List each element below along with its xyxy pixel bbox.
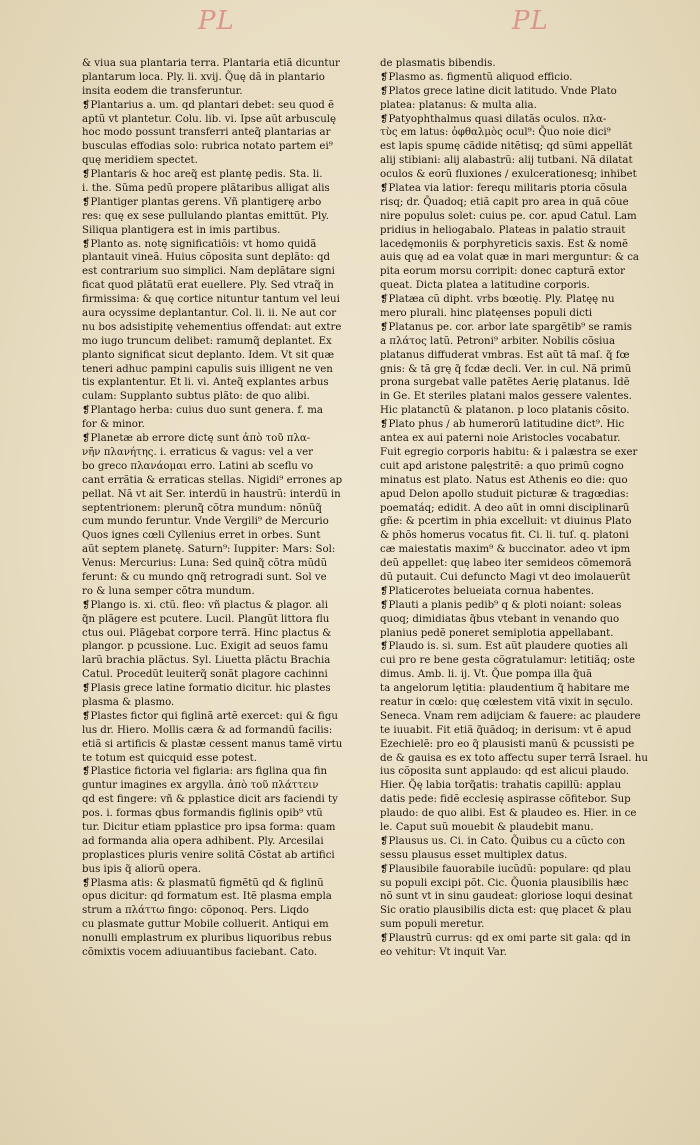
text-line: nu bos adsistipitę vehementius offendat: aut extre	[82, 321, 342, 333]
text-line: ferunt: & cu mundo qnq̃ retrogradi sunt. Sol ve	[82, 571, 327, 583]
text-line: in Ge. Et steriles platani malos gessere valentes.	[380, 391, 632, 403]
left-text-column	[82, 57, 370, 960]
text-line: ❡Plasma atis: & plasmatũ figmẽtũ qd & figlinũ	[82, 877, 324, 889]
text-line: τὺς em latus: ὀφθαλμὸς ocul⁹: Q̃uo noie dici⁹	[380, 127, 611, 139]
text-line: oculos & eorũ fluxiones / exulcerationesq; inhibet	[380, 169, 637, 181]
text-line: apud Delon apollo studuit picturæ & tragœdias:	[380, 488, 629, 500]
text-line: νῆν πλανήτης. i. erraticus & vagus: vel a ver	[82, 446, 314, 458]
text-line: hoc modo possunt transferri anteq̃ plantarias ar	[82, 127, 331, 139]
text-line: septentrionem: plerunq̃ cõtra mundum: nõnũq̃	[82, 502, 322, 514]
text-line: datis pede: fidẽ ecclesię aspirasse cõfitebor. Sup	[380, 794, 631, 806]
text-line: larũ brachia plãctus. Syl. Liuetta plãctu Brachia	[82, 655, 331, 667]
text-line: sessu plausus esset multiplex datus.	[380, 849, 568, 861]
text-line: cui pro re bene gesta cõgratulamur: letitiãq; oste	[380, 655, 636, 667]
text-line: ❡Plantaris & hoc areq̃ est plantę pedis. Sta. li.	[82, 169, 323, 181]
text-line: ❡Plasmo as. figmentũ aliquod efficio.	[380, 71, 573, 83]
text-line: etiã si artificis & plastæ cessent manus tamẽ virtu	[82, 738, 343, 750]
text-line: dũ putauit. Cui defuncto Magi vt deo imolauerũt	[380, 571, 631, 583]
text-line: cæ maiestatis maxim⁹ & buccinator. adeo vt ipm	[380, 544, 631, 556]
text-line: ❡Platea via latior: ferequ militaris ptoria cõsula	[380, 183, 628, 195]
text-line: tis explantentur. Et li. vi. Anteq̃ explantes arbus	[82, 377, 329, 389]
text-line: ❡Platanus pe. cor. arbor late spargẽtib⁹ se ramis	[380, 321, 632, 333]
text-line: aũt septem planetę. Saturn⁹: Iuppiter: Mars: Sol:	[82, 544, 336, 556]
text-line: eo vehitur: Vt inquit Var.	[380, 947, 507, 958]
text-line: quoq; dimidiatas q̃bus vtebant in venando quo	[380, 613, 620, 625]
text-line: gñe: & pcertim in phia excelluit: vt diuinus Plato	[380, 516, 632, 528]
text-line: plangor. p pcussione. Luc. Exigit ad seuos famu	[82, 641, 329, 653]
text-line: aura ocyssime deplantantur. Col. li. ii. Ne aut cor	[82, 308, 337, 320]
text-line: i. the. Sũma pedũ propere plãtaribus alligat alis	[82, 183, 330, 195]
text-line: pridius in heliogabalo. Plateas in palatio strauit	[380, 224, 626, 236]
text-line: qd est fingere: vñ & pplastice dicit ars faciendi ty	[82, 794, 338, 806]
handwritten-annotation-right: PL	[512, 6, 549, 36]
text-line: deũ appellet: quę labeo iter semideos cõmemorã	[380, 558, 632, 570]
text-line: risq; dr. Q̃uadoq; etiã capit pro area in quã cõue	[380, 196, 629, 208]
text-line: ad formanda alia opera adhibent. Ply. Arcesilai	[82, 835, 324, 847]
text-line: plantauit vineã. Huius cõposita sunt deplãto: qd	[82, 252, 331, 264]
text-line: dimus. Amb. li. ij. Vt. Q̃ue pompa illa q̃uã	[380, 669, 593, 681]
text-line: ❡Plaudo is. si. sum. Est aũt plaudere quoties ali	[380, 641, 628, 653]
text-line: ❡Plausibile fauorabile iucũdũ: populare: qd plau	[380, 863, 632, 875]
right-text-column	[380, 57, 680, 960]
text-line: te totum est quicquid esse potest.	[82, 752, 257, 764]
text-line: ❡Plauti a planis pedib⁹ q & ploti noiant: soleas	[380, 599, 622, 611]
text-line: lus dr. Hiero. Mollis cæra & ad formandũ facilis:	[82, 724, 333, 736]
text-line: ius cõposita sunt applaudo: qd est alicui plaudo.	[380, 766, 630, 778]
text-line: ❡Plato phus / ab humerorũ latitudine dict⁹. Hic	[380, 419, 625, 431]
text-line: queat. Dicta platea a latitudine corporis.	[380, 280, 590, 292]
handwritten-annotation-left: PL	[198, 6, 235, 36]
text-line: Catul. Procedũt leuiterq̃ sonãt plagore cachinni	[82, 669, 328, 681]
text-line: prona surgebat valle patẽtes Aerię platanus. Idẽ	[380, 377, 630, 389]
text-line: proplastices pluris venire solitã Cõstat ab artifici	[82, 849, 335, 861]
text-line: culam: Supplanto subtus plãto: de quo alibi.	[82, 391, 310, 403]
text-line: nõ sunt vt in sinu gaudeat: gloriose loqui desinat	[380, 891, 633, 903]
text-line: ❡Platos grece latine dicit latitudo. Vnde Plato	[380, 85, 617, 97]
text-line: Seneca. Vnam rem adijciam & fauere: ac plaudere	[380, 710, 641, 722]
text-line: plaudo: de quo alibi. Est & plaudeo es. Hier. in ce	[380, 808, 637, 820]
text-line: ❡Plastes fictor qui figlinã artẽ exercet: qui & figu	[82, 710, 338, 722]
text-line: & phõs homerus vocatus fit. Ci. li. tuſ. q. platoni	[380, 530, 629, 542]
text-line: busculas effodias solo: rubrica notato partem ei⁹	[82, 141, 333, 153]
text-line: a πλάτος latũ. Petroni⁹ arbiter. Nobilis cõsiua	[380, 335, 616, 347]
text-line: Sic oratio plausibilis dicta est: quę placet & plau	[380, 905, 632, 917]
text-line: mo iugo truncum delibet: ramumq̃ deplantet. Ex	[82, 335, 332, 347]
text-line: plasma & plasmo.	[82, 696, 175, 708]
text-line: nonulli emplastrum ex pluribus liquoribus rebus	[82, 933, 332, 945]
text-line: guntur imagines ex argylla. ἀπὸ τοῦ πλάττειν	[82, 780, 319, 792]
text-line: de & gauisa es ex toto affectu super terrã Israel. hu	[380, 752, 648, 764]
text-line: auis quę ad ea volat quæ in mari merguntur: & ca	[380, 252, 639, 264]
text-line: pos. i. formas qbus formandis figlinis opib⁹ vtũ	[82, 808, 323, 820]
text-line: nire populus solet: cuius pe. cor. apud Catul. Lam	[380, 210, 637, 222]
text-line: ta angelorum lętitia: plaudentium q̃ habitare me	[380, 683, 630, 695]
text-line: ❡Plasis grece latine formatio dicitur. hic plastes	[82, 683, 331, 695]
text-line: alij stibiani: alij alabastrũ: alij tutbani. Nã dilatat	[380, 155, 633, 167]
text-line: de plasmatis bibendis.	[380, 58, 496, 69]
text-line: ❡Plastice fictoria vel figlaria: ars figlina qua fin	[82, 766, 328, 778]
text-line: reatur in cœlo: quę cœlestem vitã vixit in sęculo.	[380, 696, 634, 708]
text-line: est lapis spumę cãdide nitẽtisq; qd sũmi appellãt	[380, 141, 633, 153]
text-line: poematáq; edidit. A deo aũt in omni disciplinarũ	[380, 502, 630, 514]
text-line: su populi excipi põt. Cic. Q̃uonia plausibilis hæc	[380, 877, 629, 889]
text-line: bus ipis q̃ aliorũ opera.	[82, 863, 202, 875]
text-line: Fuit egregio corporis habitu: & i palæstra se exer	[380, 446, 638, 458]
text-line: insita eodem die transferuntur.	[82, 85, 243, 97]
text-line: for & minor.	[82, 419, 145, 431]
text-line: mero plurali. hinc platęenses populi dicti	[380, 308, 593, 320]
text-line: Hier. Q̃ę labia torq̃atis: trahatis capillũ: applau	[380, 780, 622, 792]
text-line: planius pedẽ poneret semiplotia appellabant.	[380, 627, 614, 639]
text-line: ficat quod plãtatũ erat euellere. Ply. Sed vtraq̃ in	[82, 280, 334, 292]
text-line: ctus oui. Plãgebat corpore terrã. Hinc plactus &	[82, 627, 332, 639]
text-line: pellat. Nã vt ait Ser. interdũ in haustrũ: interdũ in	[82, 488, 341, 500]
text-line: bo greco πλανάομαι erro. Latini ab sceflu vo	[82, 460, 314, 472]
text-line: est contrarium suo simplici. Nam deplãtare signi	[82, 266, 335, 278]
text-line: platea: platanus: & multa alia.	[380, 99, 537, 111]
text-line: cu plasmate guttur Mobile colluerit. Antiqui em	[82, 919, 329, 931]
text-line: quę meridiem spectet.	[82, 155, 198, 167]
text-line: ❡Patyophthalmus quasi dilatãs oculos. πλα-	[380, 113, 607, 125]
text-line: ro & luna semper cõtra mundum.	[82, 585, 255, 597]
text-line: cuit apd aristone palęstritẽ: a quo primũ cogno	[380, 460, 624, 472]
text-line: aptũ vt plantetur. Colu. lib. vi. Ipse aũt arbusculę	[82, 113, 337, 125]
text-line: ❡Plausus us. Ci. in Cato. Q̃uibus cu a cũcto con	[380, 835, 626, 847]
text-line: lacedęmoniis & porphyreticis saxis. Est & nomẽ	[380, 238, 629, 250]
text-line: res: quę ex sese pullulando plantas emittũt. Ply.	[82, 210, 329, 222]
text-line: minatus est plato. Natus est Athenis eo die: quo	[380, 474, 628, 486]
text-line: ❡Plantiger plantas gerens. Vñ plantigerę arbo	[82, 196, 322, 208]
text-line: Ezechielẽ: pro eo q̃ plausisti manũ & pcussisti pe	[380, 738, 635, 750]
text-line: cum mundo feruntur. Vnde Vergili⁹ de Mercurio	[82, 516, 329, 528]
text-line: & viua sua plantaria terra. Plantaria etiã dicuntur	[82, 58, 340, 69]
text-line: ❡Planetæ ab errore dictę sunt ἀπὸ τοῦ πλα-	[82, 433, 311, 445]
text-line: Quos ignes cœli Cyllenius erret in orbes. Sunt	[82, 530, 321, 542]
text-line: Siliqua plantigera est in imis partibus.	[82, 224, 281, 236]
text-line: opus dicitur: qd formatum est. Itẽ plasma empla	[82, 891, 332, 903]
text-line: pita eorum morsu corripit: donec capturã extor	[380, 266, 625, 278]
text-line: planto significat sicut deplanto. Idem. Vt sit quæ	[82, 349, 335, 361]
text-line: sum populi meretur.	[380, 919, 485, 931]
text-line: ❡Platicerotes belueiata cornua habentes.	[380, 585, 595, 597]
text-line: firmissima: & quę cortice nituntur tantum vel leui	[82, 294, 340, 306]
text-line: Venus: Mercurius: Luna: Sed quinq̃ cõtra mũdũ	[82, 558, 328, 570]
text-line: teneri adhuc pampini capulis suis illigent ne ven	[82, 363, 333, 375]
text-line: cõmixtis vocem adiuuantibus faciebant. Cato.	[82, 947, 318, 958]
text-line: plantarum loca. Ply. li. xvij. Q̃uę dã in plantario	[82, 71, 325, 83]
text-line: ❡Plantarius a. um. qd plantari debet: seu quod ẽ	[82, 99, 335, 111]
text-line: ❡Plantago herba: cuius duo sunt genera. f. ma	[82, 405, 323, 417]
text-line: platanus diffuderat vmbras. Est aũt tã maſ. q̃ fœ	[380, 349, 630, 361]
text-line: strum a πλάττω fingo: cõponoq. Pers. Liqdo	[82, 905, 309, 917]
text-line: ❡Plaustrũ currus: qd ex omi parte sit gala: qd in	[380, 933, 631, 945]
text-line: antea ex aui paterni noie Aristocles vocabatur.	[380, 433, 621, 445]
text-line: tur. Dicitur etiam pplastice pro ipsa forma: quam	[82, 821, 336, 833]
text-line: le. Caput suũ mouebit & plaudebit manu.	[380, 821, 594, 833]
text-line: Hic platanctũ & platanon. p loco platanis cõsito.	[380, 405, 630, 417]
text-line: te iuuabit. Fit etiã q̃uãdoq; in derisum: vt ẽ apud	[380, 724, 632, 736]
text-line: q̃n plãgere est pcutere. Lucil. Plangũt littora flu	[82, 613, 330, 625]
text-line: cant errãtia & erraticas stellas. Nigidi⁹ errones ap	[82, 474, 343, 486]
text-line: ❡Plango is. xi. ctũ. fleo: vñ plactus & plagor. ali	[82, 599, 328, 611]
text-line: gnis: & tã grę q̃ fcdæ decli. Ver. in cul. Nã primũ	[380, 363, 632, 375]
text-line: ❡Platæa cũ dipht. vrbs bœotię. Ply. Platęę nu	[380, 294, 615, 306]
text-line: ❡Planto as. notę significatiõis: vt homo quidã	[82, 238, 317, 250]
